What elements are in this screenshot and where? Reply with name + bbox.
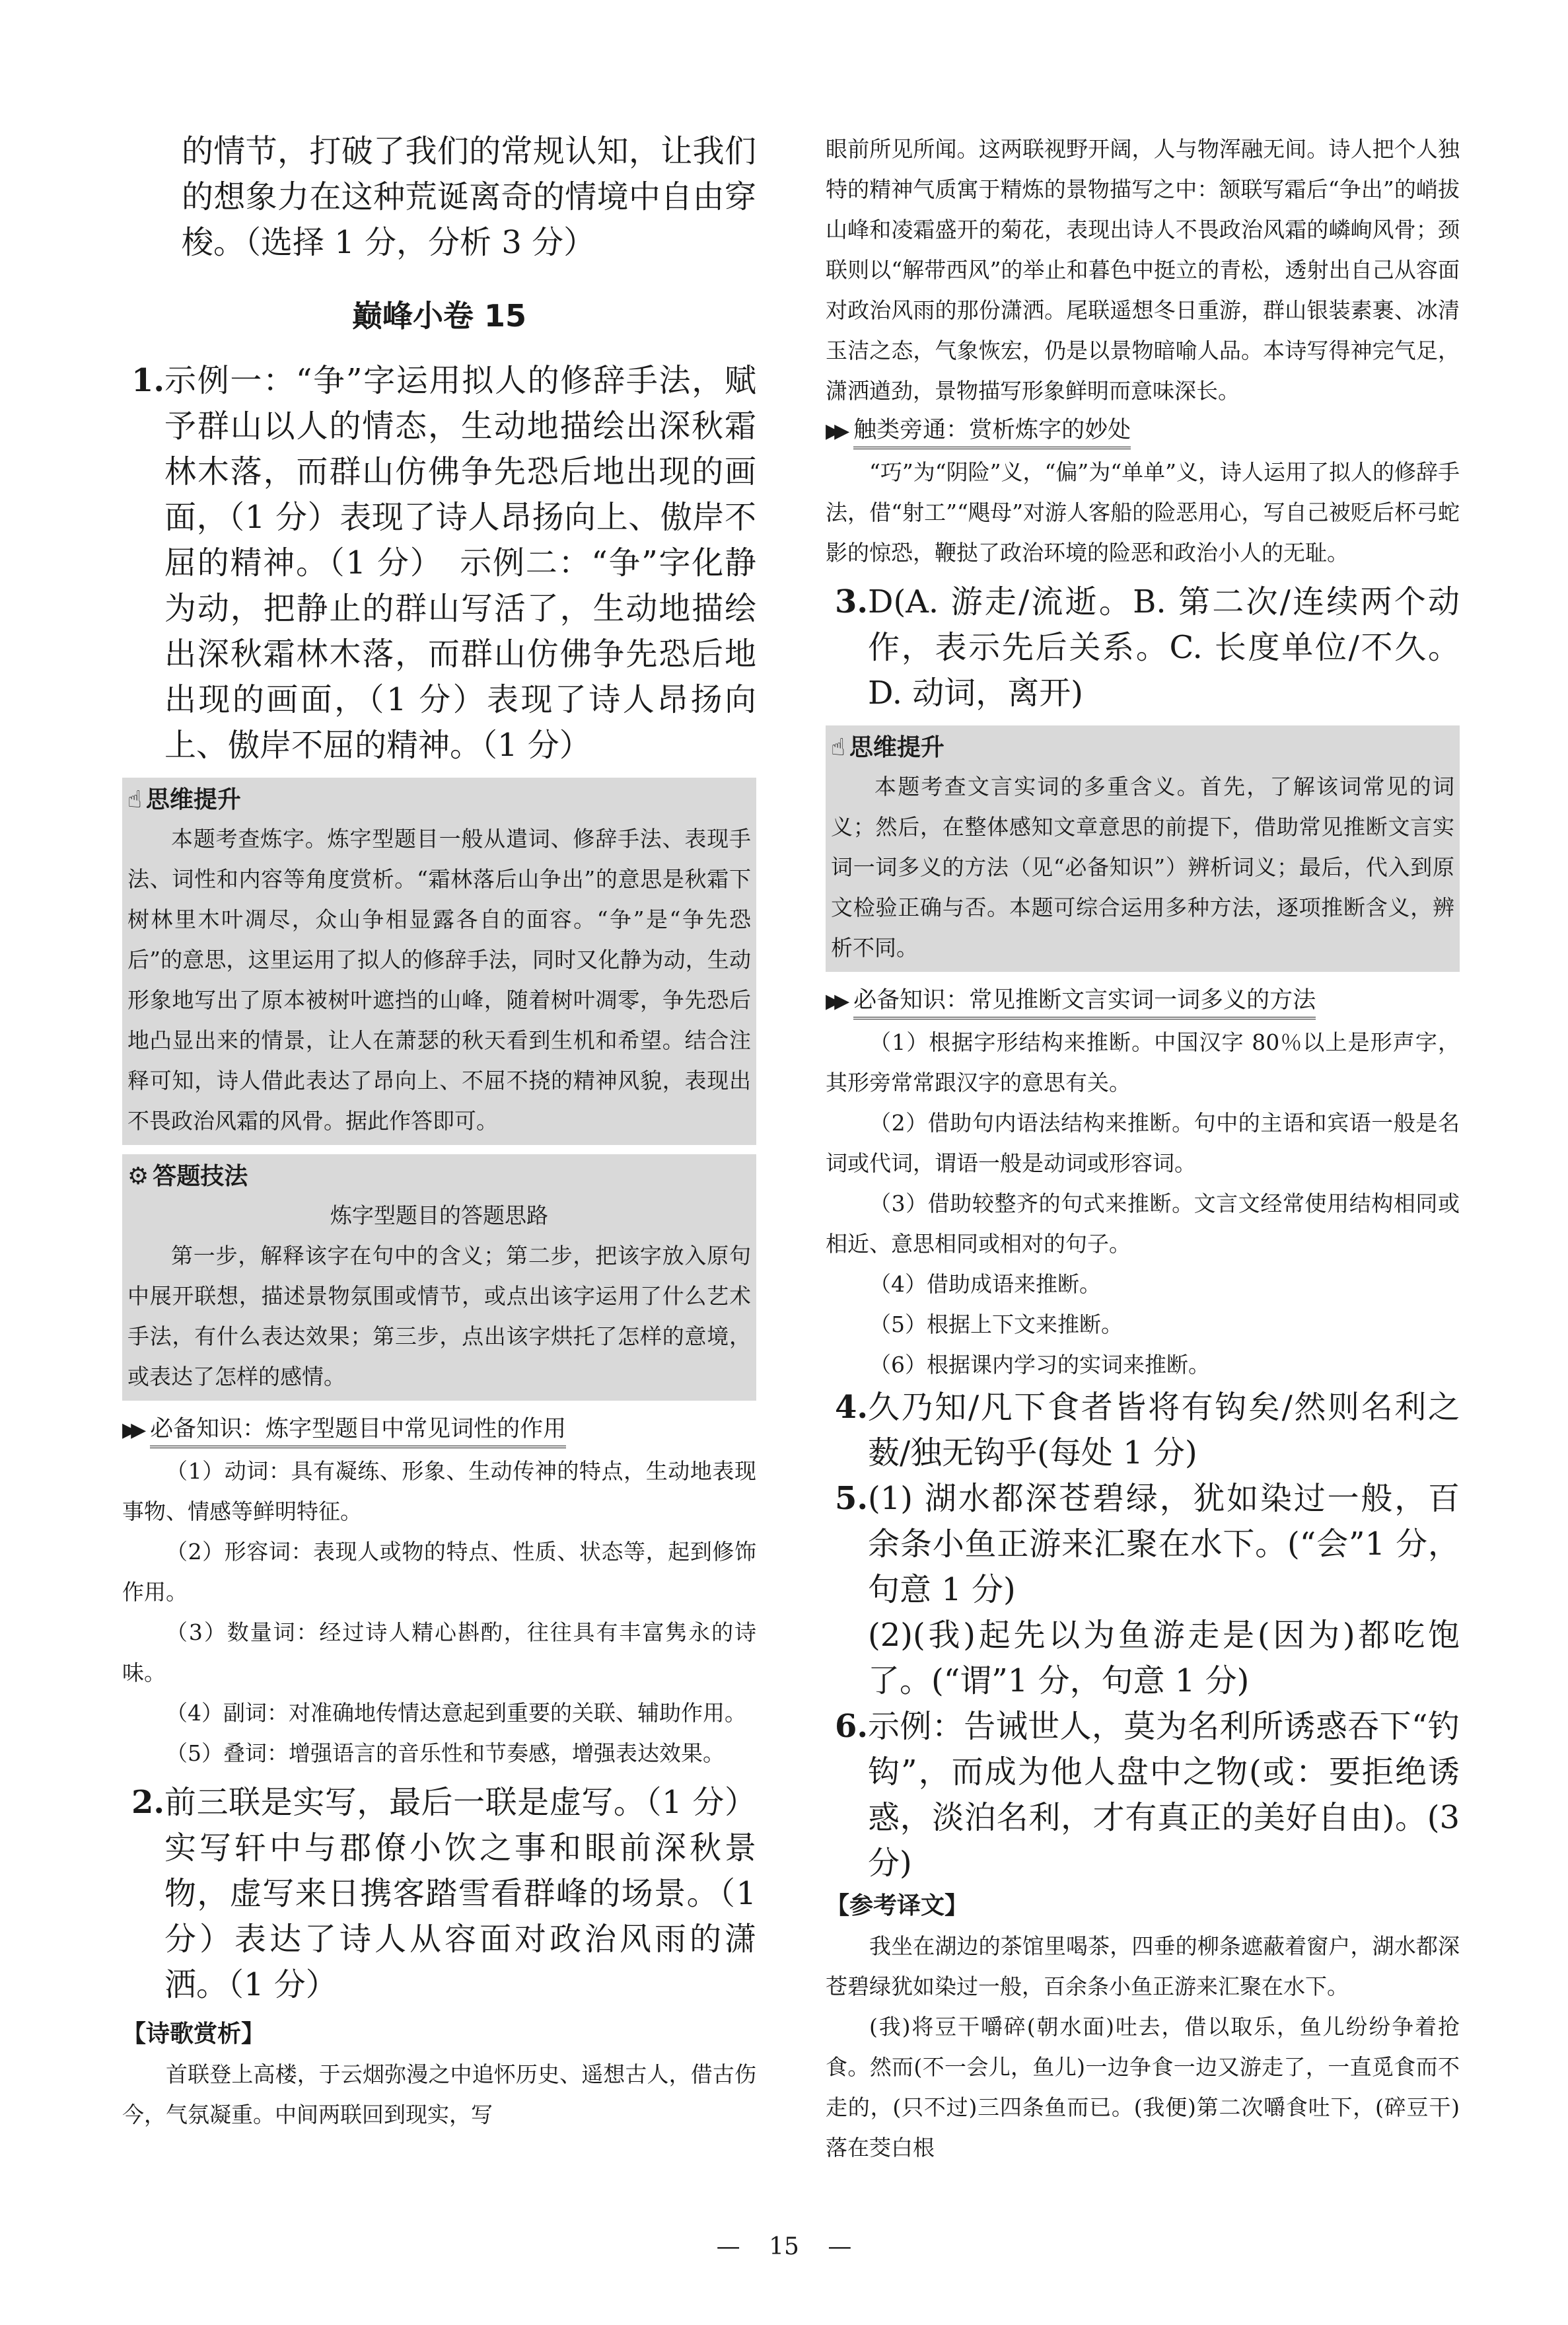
answer-text: D(A. 游走/流逝。B. 第二次/连续两个动作，表示先后关系。C. 长度单位/不久。D. 动词，离开) xyxy=(868,583,1460,712)
answer-number: 3. xyxy=(835,583,869,620)
knowledge-item: （6）根据课内学习的实词来推断。 xyxy=(869,1352,1210,1378)
knowledge-item: （2）形容词：表现人或物的特点、性质、状态等，起到修饰作用。 xyxy=(122,1539,756,1605)
section-title: 巅峰小卷 15 xyxy=(351,298,527,334)
answer-number: 6. xyxy=(835,1708,869,1745)
answer-part-2: (2)(我)起先以为鱼游走是(因为)都吃饱了。(“谓”1 分，句意 1 分) xyxy=(868,1617,1460,1699)
answer-text: 示例：告诫世人，莫为名利所诱惑吞下“钓钩”，而成为他人盘中之物(或：要拒绝诱惑，淡泊名利，才有真正的美好自由)。(3 分) xyxy=(868,1708,1460,1882)
knowledge-item: （2）借助句内语法结构来推断。句中的主语和宾语一般是名词或代词，谓语一般是动词或形容词。 xyxy=(826,1110,1460,1176)
answer-part-1: (1) 湖水都深苍碧绿，犹如染过一般，百余条小鱼正游来汇聚在水下。(“会”1 分，句意 1 分) xyxy=(868,1480,1460,1608)
translation-paragraph: (我)将豆干嚼碎(朝水面)吐去，借以取乐，鱼儿纷纷争着抢食。然而(不一会儿，鱼儿)一边争食一边又游走了，一直觅食而不走的，(只不过)三四条鱼而已。(我便)第二次嚼食吐下，(碎豆干)落在茭白根 xyxy=(826,2014,1460,2160)
footer-dash: — xyxy=(716,2233,740,2260)
knowledge-heading xyxy=(122,1410,756,1451)
poem-heading: 【诗歌赏析】 xyxy=(122,2020,266,2048)
answer-4 xyxy=(826,1385,1460,1476)
answer-number: 4. xyxy=(835,1389,869,1426)
answer-text: 示例一：“争”字运用拟人的修辞手法，赋予群山以人的情态，生动地描绘出深秋霜林木落，而群山仿佛争先恐后地出现的画面，（1 分）表现了诗人昂扬向上、傲岸不屈的精神。（1 分） 示例二：“争”字化静为动，把静止的群山写活了，生动地描绘出深秋霜林木落，而群山仿佛争先恐后地出现的画面，（1 分）表现了诗人昂扬向上、傲岸不屈的精神。（1 分） xyxy=(164,362,756,764)
answer-number: 5. xyxy=(835,1480,869,1517)
related-text: “巧”为“阴险”义，“偏”为“单单”义，诗人运用了拟人的修辞手法，借“射工”“飓母”对游人客船的险恶用心，写自己被贬后杯弓蛇影的惊恐，鞭挞了政治环境的险恶和政治小人的无耻。 xyxy=(826,459,1460,566)
thumbs-up-icon: ☝ xyxy=(127,786,142,813)
double-arrow-icon: ▶▶ xyxy=(826,990,843,1013)
box-text: 本题考查炼字。炼字型题目一般从遣词、修辞手法、表现手法、词性和内容等角度赏析。“霜林落后山争出”的意思是秋霜下树林里木叶凋尽，众山争相显露各自的面容。“争”是“争先恐后”的意思，这里运用了拟人的修辞手法，同时又化静为动，生动形象地写出了原本被树叶遮挡的山峰，随着树叶凋零，争先恐后地凸显出来的情景，让人在萧瑟的秋天看到生机和希望。结合注释可知，诗人借此表达了昂向上、不屈不挠的精神风貌，表现出不畏政治风霜的风骨。据此作答即可。 xyxy=(127,826,751,1134)
double-arrow-icon: ▶▶ xyxy=(826,420,843,443)
translation-heading: 【参考译文】 xyxy=(826,1892,969,1919)
left-column xyxy=(122,129,756,2135)
answer-text: 久乃知/凡下食者皆将有钩矣/然则名利之薮/独无钩乎(每处 1 分) xyxy=(868,1389,1460,1471)
gears-icon: ⚙ xyxy=(127,1163,149,1190)
knowledge-item: （4）副词：对准确地传情达意起到重要的关联、辅助作用。 xyxy=(166,1700,746,1726)
intro-paragraph: 的情节，打破了我们的常规认知，让我们的想象力在这种荒诞离奇的情境中自由穿梭。（选择 1 分，分析 3 分） xyxy=(182,133,756,261)
knowledge-item: （1）根据字形结构来推断。中国汉字 80％以上是形声字，其形旁常常跟汉字的意思有关。 xyxy=(826,1029,1460,1095)
box-text: 第一步，解释该字在句中的含义；第二步，把该字放入原句中展开联想，描述景物氛围或情节，或点出该字运用了什么艺术手法，有什么表达效果；第三步，点出该字烘托了怎样的意境，或表达了怎样的感情。 xyxy=(127,1243,751,1389)
thinking-box xyxy=(826,725,1460,972)
box-heading: 思维提升 xyxy=(849,734,944,761)
poem-text: 首联登上高楼，于云烟弥漫之中追怀历史、遥想古人，借古伤今，气氛凝重。中间两联回到现实，写 xyxy=(122,2061,756,2127)
answer-number: 2. xyxy=(131,1784,165,1821)
method-box xyxy=(122,1154,756,1401)
knowledge-item: （5）叠词：增强语言的音乐性和节奏感，增强表达效果。 xyxy=(166,1740,725,1766)
box-subtitle: 炼字型题目的答题思路 xyxy=(330,1202,548,1228)
knowledge-item: （1）动词：具有凝练、形象、生动传神的特点，生动地表现事物、情感等鲜明特征。 xyxy=(122,1458,756,1524)
knowledge-item: （4）借助成语来推断。 xyxy=(869,1271,1101,1297)
answer-number: 1. xyxy=(131,362,165,399)
knowledge-item: （5）根据上下文来推断。 xyxy=(869,1311,1123,1337)
answer-2 xyxy=(122,1780,756,2008)
page-footer xyxy=(0,2233,1568,2260)
answer-6 xyxy=(826,1704,1460,1886)
knowledge-item: （3）数量词：经过诗人精心斟酌，往往具有丰富隽永的诗味。 xyxy=(122,1619,756,1685)
poem-text-continued: 眼前所见所闻。这两联视野开阔，人与物浑融无间。诗人把个人独特的精神气质寓于精炼的景物描写之中：颔联写霜后“争出”的峭拔山峰和凌霜盛开的菊花，表现出诗人不畏政治风霜的嶙峋风骨；颈联则以“解带西风”的举止和暮色中挺立的青松，透射出自己从容面对政治风雨的那份潇洒。尾联遥想冬日重游，群山银装素裹、冰清玉洁之态，气象恢宏，仍是以景物暗喻人品。本诗写得神完气足，潇洒遒劲，景物描写形象鲜明而意味深长。 xyxy=(826,136,1460,404)
knowledge-item: （3）借助较整齐的句式来推断。文言文经常使用结构相同或相近、意思相同或相对的句子。 xyxy=(826,1191,1460,1257)
box-heading: 思维提升 xyxy=(145,786,241,813)
knowledge-heading xyxy=(826,981,1460,1022)
thumbs-up-icon: ☝ xyxy=(831,734,845,761)
knowledge-heading-text: 必备知识：炼字型题目中常见词性的作用 xyxy=(150,1413,566,1448)
knowledge-heading-text: 必备知识：常见推断文言实词一词多义的方法 xyxy=(853,984,1316,1019)
related-heading xyxy=(826,411,1460,452)
box-heading: 答题技法 xyxy=(153,1163,248,1190)
thinking-box xyxy=(122,778,756,1145)
box-text: 本题考查文言实词的多重含义。首先，了解该词常见的词义；然后，在整体感知文章意思的前提下，借助常见推断文言实词一词多义的方法（见“必备知识”）辨析词义；最后，代入到原文检验正确与否。本题可综合运用多种方法，逐项推断含义，辨析不同。 xyxy=(831,774,1454,961)
answer-text: 前三联是实写，最后一联是虚写。（1 分）实写轩中与郡僚小饮之事和眼前深秋景物，虚写来日携客踏雪看群峰的场景。（1 分）表达了诗人从容面对政治风雨的潇洒。（1 分） xyxy=(164,1784,756,2003)
translation-paragraph: 我坐在湖边的茶馆里喝茶，四垂的柳条遮蔽着窗户，湖水都深苍碧绿犹如染过一般，百余条小鱼正游来汇聚在水下。 xyxy=(826,1933,1460,1999)
related-heading-text: 触类旁通：赏析炼字的妙处 xyxy=(853,414,1131,449)
page-number: 15 xyxy=(769,2233,799,2260)
answer-3 xyxy=(826,579,1460,716)
footer-dash: — xyxy=(828,2233,852,2260)
answer-1 xyxy=(122,358,756,768)
answer-5 xyxy=(826,1476,1460,1704)
double-arrow-icon: ▶▶ xyxy=(122,1419,140,1442)
right-column xyxy=(826,129,1460,2168)
